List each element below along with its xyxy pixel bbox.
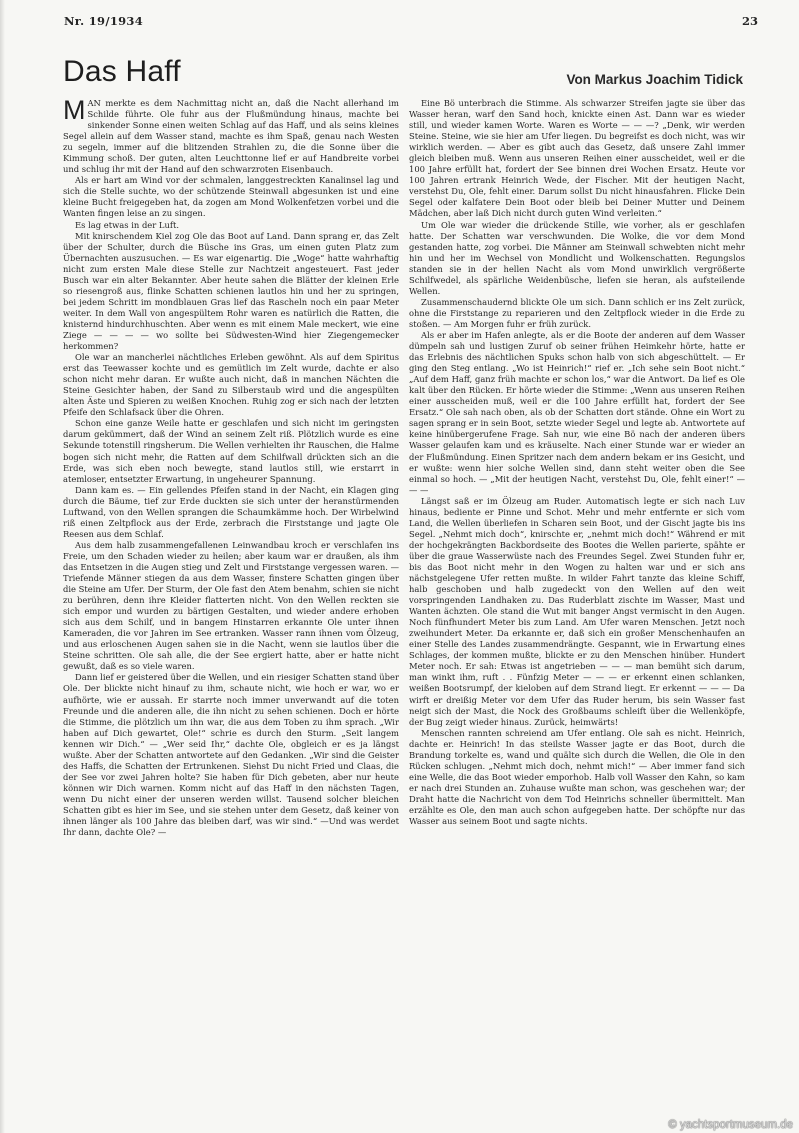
- scan-edge: [0, 0, 5, 1133]
- article-paragraph: MAN merkte es dem Nachmittag nicht an, daß die Nacht allerhand im Schilde führte. Ole fuhr aus der Flußmündung hinaus, machte bei sinkender Sonne einen weiten Schlag auf das Haff, und als seins kleines Segel allein auf dem Wasser stand, machte es ihm Spaß, genau nach Westen zu segeln, immer auf die blitzenden Strahlen zu, die die Sonne über die Kimmung schoß. Der guten, alten Leuchttonne lief er auf Handbreite vorbei und schlug ihr mit der Hand auf den schwarzroten Eisenbauch.: [63, 98, 399, 175]
- article-paragraph: Aus dem halb zusammengefallenen Leinwandbau kroch er verschlafen ins Freie, um den Schaden wieder zu heilen; aber kaum war er draußen, als ihm das Entsetzen in die Augen stieg und Zelt und Firststange vergessen waren. — Triefende Männer stiegen da aus dem Wasser, finstere Schatten gingen über die Steine am Ufer. Der Sturm, der Ole fast den Atem benahm, schien sie nicht zu berühren, denn ihre Kleider flatterten nicht. Von den Wellen reckten sie sich empor und wurden zu bärtigen Gestalten, und wieder andere erhoben sich aus dem Schilf, und in bangem Hinstarren erkannte Ole unter ihnen Kameraden, die vor Jahren im See ertranken. Wasser rann ihnen vom Ölzeug, und aus erloschenen Augen sahen sie in die Nacht, wenn sie lautlos über die Steine schritten. Ole sah alle, die der See ergiert hatte, aber er hatte nicht gewußt, daß es so viele waren.: [63, 539, 399, 672]
- article-paragraph: Mit knirschendem Kiel zog Ole das Boot auf Land. Dann sprang er, das Zelt über der Schulter, durch die Büsche ins Gras, um einen guten Platz zum Übernachten auszusuchen. — Es war eigenartig. Die „Woge“ hatte wahrhaftig nicht zum ersten Male diese Stelle zur Nachtzeit angesteuert. Fast jeder Busch war ein alter Bekannter. Aber heute sahen die Blätter der kleinen Erle so riesengroß aus, flinke Schatten schienen lautlos hin und her zu springen, bei jedem Schritt im mondblauen Gras lief das Rascheln noch ein paar Meter weiter. In dem Wall von angespültem Rohr waren es natürlich die Ratten, die knisternd hindurchhuschten. Aber wenn es mit einem Male meckert, wie eine Ziege — — — — wo sollte bei Südwesten-Wind hier Ziegengemecker herkommen?: [63, 230, 399, 352]
- article-paragraph: Dann lief er geistered über die Wellen, und ein riesiger Schatten stand über Ole. Der blickte nicht hinauf zu ihm, schaute nicht, wie hoch er war, wo er aufhörte, wie er aussah. Er starrte noch immer unverwandt auf die toten Freunde und die anderen alle, die ihn nicht zu sehen schienen. Doch er hörte die Stimme, die plötzlich um ihn war, die aus dem Toben zu ihm sprach. „Wir haben auf Dich gewartet, Ole!“ schrie es durch den Sturm. „Seit langem kennen wir Dich.“ — „Wer seid Ihr,“ dachte Ole, obgleich er es ja längst wußte. Aber der Schatten antwortete auf den Gedanken. „Wir sind die Geister des Haffs, die Schatten der Ertrunkenen. Siehst Du nicht Fried und Claas, die der See vor zwei Jahren holte? Sie haben für Dich gebeten, aber nur heute können wir Dich warnen. Komm nicht auf das Haff in den nächsten Tagen, wenn Du nicht einer der unseren werden willst. Tausend solcher bleichen Schatten gibt es hier im See, und sie stehen unter dem Gesetz, daß keiner von ihnen länger als 100 Jahre das bleiben darf, was wir sind.“ —Und was werdet Ihr dann, dachte Ole? —: [63, 672, 399, 838]
- article-paragraph: Es lag etwas in der Luft.: [75, 219, 180, 230]
- article-paragraph: Schon eine ganze Weile hatte er geschlafen und sich nicht im geringsten darum gekümmert, daß der Wind an seinem Zelt riß. Plötzlich wurde es eine Sekunde totenstill ringsherum. Die Wellen verhielten ihr Rauschen, die Halme bogen sich nicht mehr, die Ratten auf dem Schilfwall drückten sich an die Erde, was sich eben noch bewegte, stand lautlos still, wie erstarrt in atemloser, entsetzter Erwartung, in ungeheurer Spannung.: [63, 418, 399, 484]
- drop-cap: M: [63, 98, 86, 125]
- article-column-right: [409, 98, 745, 1108]
- article-paragraph: Zusammenschaudernd blickte Ole um sich. Dann schlich er ins Zelt zurück, ohne die Firststange zu reparieren und den Zeltpflock wieder in die Erde zu stoßen. — Am Morgen fuhr er früh zurück.: [409, 296, 745, 329]
- article-paragraph: Dann kam es. — Ein gellendes Pfeifen stand in der Nacht, ein Klagen ging durch die Bäume, tief zur Erde duckten sie sich unter der heranstürmenden Luftwand, von den Wellen sprangen die Schaumkämme hoch. Der Wirbelwind riß einen Zeltpflock aus der Erde, zerbrach die Firststange und jagte Ole Reesen aus dem Schlaf.: [63, 484, 399, 539]
- article-author: Von Markus Joachim Tidick: [566, 72, 743, 87]
- article-paragraph: Menschen rannten schreiend am Ufer entlang. Ole sah es nicht. Heinrich, dachte er. Heinrich! In das steilste Wasser jagte er das Boot, durch die Brandung torkelte es, wand und quälte sich durch die Wellen, die Ole in den Rücken schlugen. „Nehmt mich doch, nehmt mich!“ — Aber immer fand sich eine Welle, die das Boot wieder emporhob. Halb voll Wasser den Kahn, so kam er nach drei Stunden an. Zuhause wußte man schon, was geschehen war; der Draht hatte die Nachricht von dem Tod Heinrichs schneller übermittelt. Man erzählte es Ole, den man auch schon aufgegeben hatte. Der schöpfte nur das Wasser aus seinem Boot und sagte nichts.: [409, 727, 745, 827]
- watermark: © yachtsportmuseum.de: [668, 1119, 793, 1131]
- article-title: Das Haff: [63, 55, 181, 88]
- article-paragraph: Als er aber im Hafen anlegte, als er die Boote der anderen auf dem Wasser dümpeln sah und lustigen Zuruf ob seiner frühen Heimkehr hörte, hatte er das Erlebnis des nächtlichen Spuks schon halb von sich abgeschüttelt. — Er ging den Steg entlang. „Wo ist Heinrich!“ rief er. „Ich sehe sein Boot nicht.“ „Auf dem Haff, ganz früh machte er schon los,“ war die Antwort. Da lief es Ole kalt über den Rücken. Er hörte wieder die Stimme: „Wenn aus unseren Reihen einer ausscheiden muß, weil er die 100 Jahre erfüllt hat, fordert der See Ersatz.“ Ole sah nach oben, als ob der Schatten dort stände. Ohne ein Wort zu sagen sprang er in sein Boot, setzte wieder Segel und legte ab. Antwortete auf keine hinübergerufene Frage. Sah nur, wie eine Bö nach der anderen übers Wasser gelaufen kam und es kräuselte. Nach einer Stunde war er wieder an der Flußmündung. Einen Spritzer nach dem andern bekam er ins Gesicht, und er wußte: wenn hier solche Wellen sind, dann steht weiter oben die See einmal so hoch. — „Mit der heutigen Nacht, verstehst Du, Ole, fehlt einer!“ — — —: [409, 329, 745, 495]
- article-paragraph: Als er hart am Wind vor der schmalen, langgestreckten Kanalinsel lag und sich die Stelle suchte, wo der schützende Steinwall abgesunken ist und eine kleine Bucht freigegeben hat, da zogen am Mond Wolkenfetzen vorbei und die Wanten fingen leise an zu singen.: [63, 175, 399, 219]
- article-paragraph: Eine Bö unterbrach die Stimme. Als schwarzer Streifen jagte sie über das Wasser heran, warf den Sand hoch, knickte einen Ast. Dann war es wieder still, und wieder kamen Worte. Waren es Worte — — —? „Denk, wir werden Steine. Steine, wie sie hier am Ufer liegen. Du begreifst es doch nicht, was wir wirklich werden. — Aber es gibt auch das Gesetz, daß unsere Zahl immer gleich bleiben muß. Wenn aus unseren Reihen einer ausscheidet, weil er die 100 Jahre erfüllt hat, fordert der See binnen drei Wochen Ersatz. Heute vor 100 Jahren ertrank Heinrich Wede, der Fischer. Mit der heutigen Nacht, verstehst Du, Ole, fehlt einer. Darum sollst Du nicht hinausfahren. Flicke Dein Segel oder kalfatere Dein Boot oder bleib bei Deiner Mutter und Deinem Mädchen, aber laß Dich nicht durch guten Wind verleiten.“: [409, 98, 745, 219]
- page-number: 23: [742, 14, 759, 28]
- article-paragraph: Um Ole war wieder die drückende Stille, wie vorher, als er geschlafen hatte. Der Schatten war verschwunden. Die Wolke, die vor dem Mond gestanden hatte, zog vorbei. Die Männer am Steinwall schwebten nicht mehr hin und her im Wechsel von Mondlicht und Wolkenschatten. Regungslos standen sie in der hellen Nacht als vom Mond unwirklich vergrößerte Schilfwedel, als spärliche Weidenbüsche, liefen sie heran, als aufsteilende Wellen.: [409, 219, 745, 296]
- article-paragraph: Ole war an mancherlei nächtliches Erleben gewöhnt. Als auf dem Spiritus erst das Teewasser kochte und es gemütlich im Zelt wurde, dachte er also schon nicht mehr daran. Er wußte auch nicht, daß in manchen Nächten die Steine Gesichter haben, der Sand zu Silberstaub wird und die angespülten alten Äste und Spieren zu weißen Knochen. Ruhig zog er sich nach der letzten Pfeife den Schlafsack über die Ohren.: [63, 352, 399, 418]
- article-paragraph: Längst saß er im Ölzeug am Ruder. Automatisch legte er sich nach Luv hinaus, bediente er Pinne und Schot. Mehr und mehr entfernte er sich vom Land, die Wellen überliefen in Scharen sein Boot, und der Gischt jagte bis ins Segel. „Nehmt mich doch“, knirschte er, „nehmt mich doch!“ Während er mit der hochgekrängten Backbordseite des Bootes die Wellen parierte, spähte er über die graue Wasserwüste nach des Freundes Segel. Zwei Stunden fuhr er, bis das Boot nicht mehr in den Wogen zu halten war und er sich ans nächstgelegene Ufer retten mußte. In wilder Fahrt tanzte das kleine Schiff, halb geschoben und halb zugedeckt von den Wellen auf den weit vorspringenden Landhaken zu. Das Ruderblatt zischte im Wasser, Mast und Wanten ächzten. Ole stand die Wut mit banger Angst vermischt in den Augen. Noch fünfhundert Meter bis zum Land. Am Ufer waren Menschen. Jetzt noch zweihundert Meter. Da erkannte er, daß sich ein großer Menschenhaufen an einer Stelle des Landes zusammendrängte. Gespannt, wie in Erwartung eines Schlages, der kommen mußte, blickte er zu den Menschen hinüber. Hundert Meter noch. Er sah: Etwas ist angetrieben — — — man bemüht sich darum, man winkt ihm, ruft . . Fünfzig Meter — — — er erkennt einen schlanken, weißen Bootsrumpf, der kieloben auf dem Strand liegt. Er erkennt — — — Da wirft er dreißig Meter vor dem Ufer das Ruder herum, bis sein Wasser fast neigt sich der Mast, die Nock des Großbaums schleift über die Wellenköpfe, der Bug zeigt wieder hinaus. Zurück, heimwärts!: [409, 495, 745, 727]
- issue-number: Nr. 19/1934: [64, 14, 144, 28]
- article-column-left: [63, 98, 399, 1108]
